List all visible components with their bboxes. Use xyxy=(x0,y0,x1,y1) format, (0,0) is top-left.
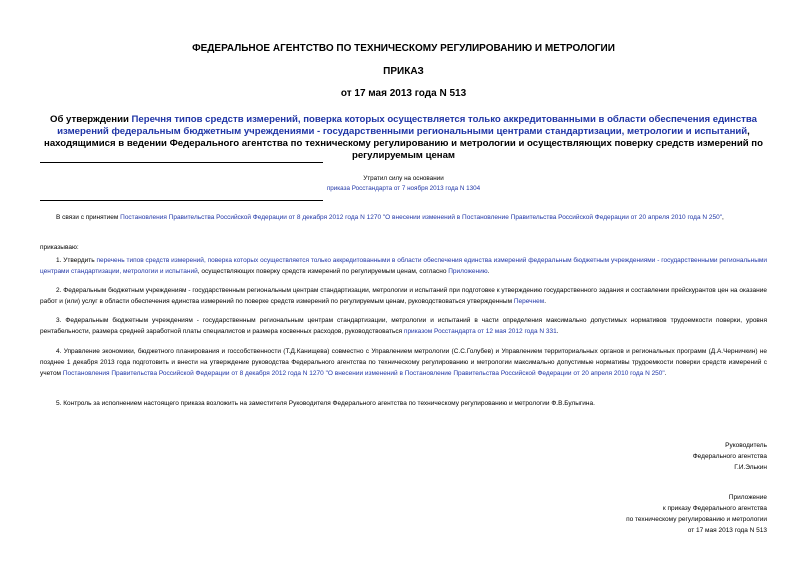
item-1-mid: , осуществляющих поверку средств измерений по регулируемым ценам, согласно xyxy=(197,268,449,275)
appendix-link[interactable]: Приложению xyxy=(448,268,488,275)
item-2-end: . xyxy=(544,298,547,305)
signature-name: Г.И.Элькин xyxy=(734,464,767,471)
divider-bottom xyxy=(40,200,323,201)
appendix-line-1: Приложение xyxy=(728,494,767,501)
document-type: ПРИКАЗ xyxy=(383,66,424,77)
agency-heading: ФЕДЕРАЛЬНОЕ АГЕНТСТВО ПО ТЕХНИЧЕСКОМУ РЕГУЛИРОВАНИЮ И МЕТРОЛОГИИ xyxy=(192,43,615,54)
item-3-text: 3. Федеральным бюджетным учреждениям - государственным региональным центрам стандартизации, метрологии и испытаний в части определения максимально допустимых нормативов трудоемкости поверки, уровня рентабельности, размера средней заработной платы специалистов и размера косвенных расходов, руководствоваться xyxy=(40,317,767,335)
validity-note-line: Утратил силу на основании xyxy=(363,175,444,182)
item-1-end: . xyxy=(487,268,490,275)
signature-block xyxy=(467,440,767,473)
document-title xyxy=(40,114,767,162)
signature-org: Федерального агентства xyxy=(692,453,767,460)
item-3-link[interactable]: приказом Росстандарта от 12 мая 2012 года N 331 xyxy=(403,328,557,335)
item-5 xyxy=(40,398,767,409)
title-link[interactable]: Перечня типов средств измерений, поверка которых осуществляется только аккредитованными в области обеспечения единства измерений федеральным бюджетным учреждениями - государственными региональными центрами стандартизации, метрологии и испытаний xyxy=(57,114,757,137)
item-4-end: . xyxy=(664,370,667,377)
preamble-paragraph xyxy=(40,212,767,223)
item-2-text: 2. Федеральным бюджетным учреждениям - государственным региональным центрам стандартизации, метрологии и испытаний при подготовке к утверждению государственного задания и составлении прейскурантов цен на оказание работ и (или) услуг в области обеспечения единства измерений по поверке средств измерений по регулируемым ценам, руководствоваться утвержденным xyxy=(40,287,767,305)
preamble-suffix: , xyxy=(722,214,724,221)
validity-note xyxy=(40,174,767,194)
divider-top xyxy=(40,162,323,163)
item-1-prefix: 1. Утвердить xyxy=(56,257,97,264)
item-3-end: . xyxy=(556,328,559,335)
item-4-link[interactable]: Постановления Правительства Российской Федерации от 8 декабря 2012 года N 1270 "О внесении изменений в Постановление Правительства Российской Федерации от 20 апреля 2010 года N 250" xyxy=(62,370,665,377)
signature-role: Руководитель xyxy=(725,442,767,449)
validity-note-link[interactable]: приказа Росстандарта от 7 ноября 2013 года N 1304 xyxy=(326,185,481,192)
preamble-prefix: В связи с принятием xyxy=(56,214,121,221)
item-4-text: 4. Управление экономики, бюджетного планирования и госсобственности (Т.Д.Канищева) совместно с Управлением метрологии (С.С.Голубев) и Управлением территориальных органов и региональных программ (Д.А.Черничкин) не позднее 1 декабря 2013 года подготовить и внести на утверждение руководства Федерального агентства по техническому регулированию и метрологии максимально допустимые нормативы трудоемкости поверки средств измерений с учетом xyxy=(40,348,767,377)
item-1 xyxy=(40,255,767,277)
appendix-block xyxy=(467,492,767,536)
order-word: приказываю: xyxy=(40,244,79,251)
item-2 xyxy=(40,285,767,307)
appendix-line-2: к приказу Федерального агентства xyxy=(662,505,767,512)
item-3 xyxy=(40,315,767,337)
item-2-link[interactable]: Перечнем xyxy=(513,298,545,305)
title-suffix: , находящимися в ведении Федерального агентства по техническому регулированию и метрологии и осуществляющих поверку средств измерений по регулируемым ценам xyxy=(44,126,763,161)
item-1-link[interactable]: перечень типов средств измерений, поверка которых осуществляется только аккредитованными в области обеспечения единства измерений федеральным бюджетным учреждениями - государственными региональными центрами стандартизации, метрологии и испытаний xyxy=(40,257,767,275)
appendix-line-4: от 17 мая 2013 года N 513 xyxy=(687,527,767,534)
item-5-text: 5. Контроль за исполнением настоящего приказа возложить на заместителя Руководителя Федерального агентства по техническому регулированию и метрологии Ф.В.Булыгина. xyxy=(56,400,595,407)
appendix-line-3: по техническому регулированию и метрологии xyxy=(626,516,767,523)
preamble-link[interactable]: Постановления Правительства Российской Федерации от 8 декабря 2012 года N 1270 "О внесении изменений в Постановление Правительства Российской Федерации от 20 апреля 2010 года N 250" xyxy=(120,214,723,221)
item-4 xyxy=(40,346,767,379)
document-date-number: от 17 мая 2013 года N 513 xyxy=(340,88,467,99)
title-prefix: Об утверждении xyxy=(50,114,132,125)
